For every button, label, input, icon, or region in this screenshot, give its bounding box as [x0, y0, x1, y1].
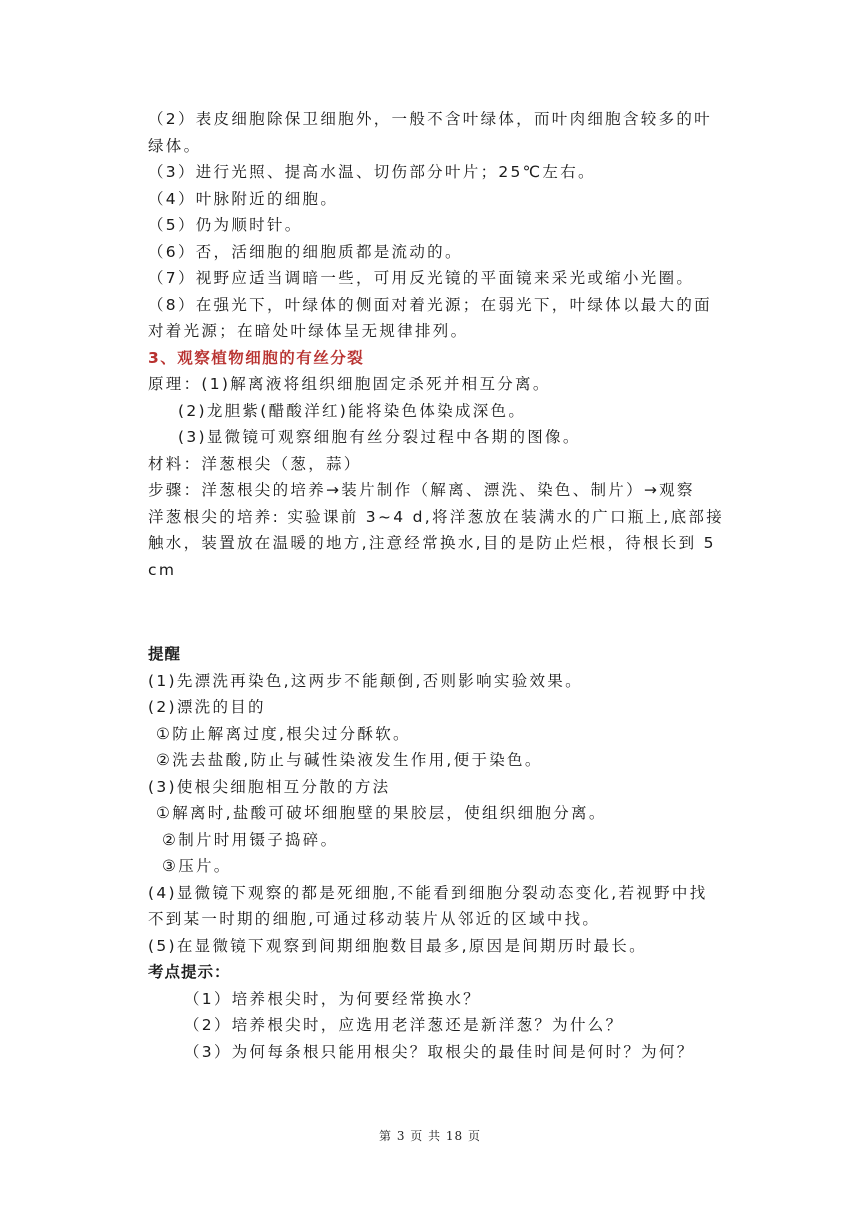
reminder-4-line1: (4)显微镜下观察的都是死细胞,不能看到细胞分裂动态变化,若视野中找	[148, 883, 708, 902]
reminder-5: (5)在显微镜下观察到间期细胞数目最多,原因是间期历时最长。	[148, 936, 647, 955]
principle-2: (2)龙胆紫(醋酸洋红)能将染色体染成深色。	[178, 401, 527, 420]
reminder-1: (1)先漂洗再染色,这两步不能颠倒,否则影响实验效果。	[148, 671, 583, 690]
answer-8-line1: （8）在强光下，叶绿体的侧面对着光源；在弱光下，叶绿体以最大的面	[148, 295, 712, 314]
steps-line2: 洋葱根尖的培养: 实验课前 3~4 d,将洋葱放在装满水的广口瓶上,底部接	[148, 507, 725, 526]
page-number-footer: 第 3 页 共 18 页	[379, 1129, 481, 1143]
page-content	[148, 106, 725, 1065]
materials: 材料：洋葱根尖（葱，蒜）	[148, 454, 362, 473]
reminder-title: 提醒	[148, 645, 182, 663]
steps-line1: 步骤：洋葱根尖的培养→装片制作（解离、漂洗、染色、制片）→观察	[148, 481, 695, 499]
exam-question-1: （1）培养根尖时，为何要经常换水？	[184, 989, 481, 1008]
reminder-3b: ②制片时用镊子捣碎。	[162, 830, 339, 849]
steps-line3: 触水，装置放在温暖的地方,注意经常换水,目的是防止烂根，待根长到 5	[148, 534, 716, 552]
reminder-3a: ①解离时,盐酸可破坏细胞壁的果胶层，使组织细胞分离。	[156, 804, 607, 822]
reminder-4-line2: 不到某一时期的细胞,可通过移动装片从邻近的区域中找。	[148, 910, 601, 928]
reminder-2: (2)漂洗的目的	[148, 698, 266, 716]
steps-line4: cm	[148, 560, 177, 579]
answer-2-line1: （2）表皮细胞除保卫细胞外，一般不含叶绿体，而叶肉细胞含较多的叶	[148, 110, 712, 128]
answer-3: （3）进行光照、提高水温、切伤部分叶片；25℃左右。	[148, 163, 596, 181]
exam-question-2: （2）培养根尖时，应选用老洋葱还是新洋葱？为什么？	[184, 1016, 624, 1034]
answer-4: （4）叶脉附近的细胞。	[148, 189, 339, 208]
blank-spacer	[148, 583, 718, 641]
reminder-2b: ②洗去盐酸,防止与碱性染液发生作用,便于染色。	[156, 751, 543, 769]
principle-3: (3)显微镜可观察细胞有丝分裂过程中各期的图像。	[178, 428, 581, 446]
answer-7: （7）视野应适当调暗一些，可用反光镜的平面镜来采光或缩小光圈。	[148, 269, 695, 287]
reminder-3: (3)使根尖细胞相互分散的方法	[148, 777, 391, 796]
answer-2-line2: 绿体。	[148, 136, 202, 155]
reminder-2a: ①防止解离过度,根尖过分酥软。	[156, 724, 411, 743]
principle-1: 原理：(1)解离液将组织细胞固定杀死并相互分离。	[148, 375, 551, 393]
answer-6: （6）否，活细胞的细胞质都是流动的。	[148, 242, 463, 261]
reminder-3c: ③压片。	[162, 857, 232, 875]
answer-8-line2: 对着光源；在暗处叶绿体呈无规律排列。	[148, 322, 469, 340]
section-3-title: 3、观察植物细胞的有丝分裂	[148, 348, 365, 367]
answer-5: （5）仍为顺时针。	[148, 216, 303, 234]
exam-question-3: （3）为何每条根只能用根尖？取根尖的最佳时间是何时？为何？	[184, 1042, 695, 1061]
exam-tips-title: 考点提示：	[148, 963, 231, 981]
